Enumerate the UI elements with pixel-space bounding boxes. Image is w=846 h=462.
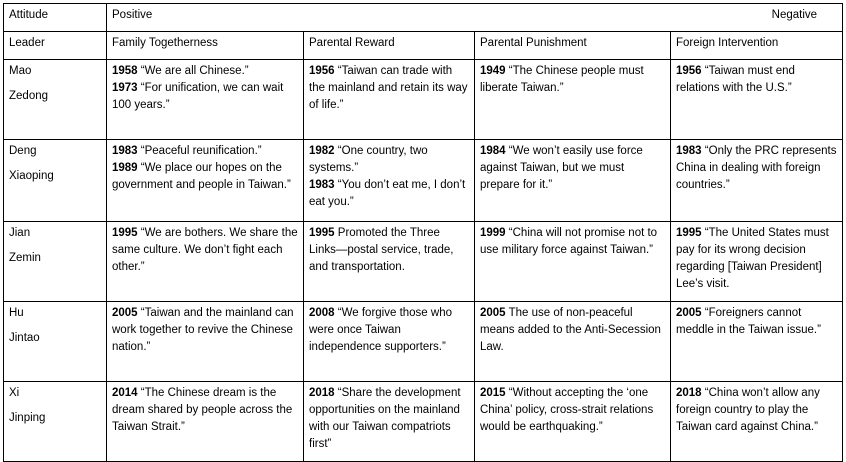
leader-header-cell — [4, 32, 107, 60]
leader-first-name: Xi — [9, 387, 20, 399]
leader-cell — [4, 60, 107, 140]
quote-text: “Taiwan and the mainland can work together to revive the Chinese nation.” — [112, 307, 294, 353]
cell-foreign-intervention — [671, 140, 843, 222]
quote-text: “Without accepting the ‘one China’ policy, cross-strait relations would be earthquaking.” — [480, 387, 654, 433]
quote-year: 2014 — [112, 387, 138, 399]
leader-last-name: Xiaoping — [9, 170, 54, 182]
cell-foreign-intervention — [671, 382, 843, 462]
quote-entry — [309, 225, 469, 276]
quote-year: 1995 — [112, 227, 138, 239]
leader-last-name: Jintao — [9, 332, 40, 344]
quote-text: “China won’t allow any foreign country to play the Taiwan card against China.” — [676, 387, 820, 433]
quote-text: “Only the PRC represents China in dealing with foreign countries.” — [676, 145, 837, 191]
quote-text: “We are bothers. We share the same culture. We don’t fight each other.” — [112, 227, 298, 273]
leader-attitude-table — [3, 3, 843, 462]
leader-first-name: Hu — [9, 307, 24, 319]
quote-text: “We place our hopes on the government and people in Taiwan.” — [112, 162, 291, 191]
attitude-label: Attitude — [9, 9, 48, 21]
quote-entry — [112, 225, 298, 276]
quote-entry — [676, 385, 837, 436]
quote-text: “One country, two systems.” — [309, 145, 428, 174]
leader-header-label: Leader — [9, 37, 45, 49]
cell-parental-reward — [304, 60, 475, 140]
table-row — [4, 222, 843, 302]
quote-entry — [480, 305, 665, 356]
leader-cell — [4, 140, 107, 222]
attitude-row — [4, 4, 843, 32]
leader-last-name: Zedong — [9, 90, 49, 102]
quote-year: 1983 — [112, 145, 138, 157]
quote-text: “China will not promise not to use military force against Taiwan.” — [480, 227, 658, 256]
cell-family-togetherness — [107, 222, 304, 302]
cell-family-togetherness — [107, 382, 304, 462]
quote-entry — [676, 143, 837, 194]
quote-entry — [309, 385, 469, 453]
table-row — [4, 382, 843, 462]
leader-cell — [4, 302, 107, 382]
cell-parental-reward — [304, 140, 475, 222]
column-header-foreign-intervention: Foreign Intervention — [671, 32, 843, 60]
leader-first-name: Deng — [9, 145, 37, 157]
cell-family-togetherness — [107, 140, 304, 222]
quote-year: 2005 — [480, 307, 506, 319]
cell-foreign-intervention — [671, 222, 843, 302]
cell-parental-punishment — [475, 302, 671, 382]
quote-year: 1989 — [112, 162, 138, 174]
leader-cell — [4, 222, 107, 302]
quote-text: Promoted the Three Links—postal service, trade, and transportation. — [309, 227, 454, 273]
cell-parental-punishment — [475, 60, 671, 140]
quote-entry — [480, 143, 665, 194]
quote-year: 2018 — [309, 387, 335, 399]
leader-first-name: Mao — [9, 65, 32, 77]
quote-year: 1949 — [480, 65, 506, 77]
quote-entry — [309, 63, 469, 114]
column-header-parental-reward: Parental Reward — [304, 32, 475, 60]
quote-year: 1982 — [309, 145, 335, 157]
table-row — [4, 302, 843, 382]
quote-year: 1983 — [676, 145, 702, 157]
quote-text: “Peaceful reunification.” — [137, 145, 262, 157]
cell-parental-reward — [304, 222, 475, 302]
leader-last-name: Jinping — [9, 412, 46, 424]
quote-year: 1983 — [309, 179, 335, 191]
quote-entry — [309, 177, 469, 211]
quote-text: “We are all Chinese.” — [137, 65, 249, 77]
quote-entry — [112, 143, 298, 160]
quote-year: 1995 — [676, 227, 702, 239]
quote-entry — [112, 160, 298, 194]
quote-text: “The Chinese people must liberate Taiwan.” — [480, 65, 644, 94]
quote-text: “We won’t easily use force against Taiwan, but we must prepare for it.” — [480, 145, 643, 191]
quote-entry — [309, 305, 469, 356]
quote-entry — [112, 80, 298, 114]
quote-text: “For unification, we can wait 100 years.” — [112, 82, 284, 111]
attitude-negative-label: Negative — [771, 9, 818, 21]
quote-entry — [480, 385, 665, 436]
quote-year: 1999 — [480, 227, 506, 239]
quote-year: 2018 — [676, 387, 702, 399]
quote-entry — [676, 305, 837, 339]
quote-year: 1958 — [112, 65, 138, 77]
quote-year: 2005 — [112, 307, 138, 319]
quote-text: “Share the development opportunities on the mainland with our Taiwan compatriots first” — [309, 387, 461, 450]
quote-text: “The United States must pay for its wrong decision regarding [Taiwan President] Lee’s visit. — [676, 227, 829, 290]
quote-text: “Taiwan can trade with the mainland and retain its way of life.” — [309, 65, 468, 111]
cell-parental-reward — [304, 382, 475, 462]
column-header-family-togetherness: Family Togetherness — [107, 32, 304, 60]
quote-year: 2005 — [676, 307, 702, 319]
quote-year: 1956 — [676, 65, 702, 77]
leader-cell — [4, 382, 107, 462]
quote-year: 2008 — [309, 307, 335, 319]
quote-year: 1995 — [309, 227, 335, 239]
attitude-label-cell — [4, 4, 107, 32]
quote-text: “Foreigners cannot meddle in the Taiwan issue.” — [676, 307, 821, 336]
quote-year: 1984 — [480, 145, 506, 157]
table-row — [4, 60, 843, 140]
quote-entry — [676, 63, 837, 97]
quote-entry — [480, 63, 665, 97]
column-header-parental-punishment: Parental Punishment — [475, 32, 671, 60]
quote-entry — [676, 225, 837, 293]
quote-text: The use of non-peaceful means added to the Anti-Secession Law. — [480, 307, 661, 353]
quote-text: “Taiwan must end relations with the U.S.” — [676, 65, 795, 94]
quote-year: 1956 — [309, 65, 335, 77]
quote-year: 2015 — [480, 387, 506, 399]
column-header-row — [4, 32, 843, 60]
cell-foreign-intervention — [671, 60, 843, 140]
quote-text: “You don’t eat me, I don’t eat you.” — [309, 179, 466, 208]
cell-parental-punishment — [475, 140, 671, 222]
cell-parental-punishment — [475, 382, 671, 462]
leader-last-name: Zemin — [9, 252, 41, 264]
table-row — [4, 140, 843, 222]
quote-entry — [112, 305, 298, 356]
quote-entry — [112, 385, 298, 436]
quote-entry — [112, 63, 298, 80]
attitude-scale-cell — [107, 4, 843, 32]
leader-first-name: Jian — [9, 227, 31, 239]
cell-foreign-intervention — [671, 302, 843, 382]
quote-year: 1973 — [112, 82, 138, 94]
cell-family-togetherness — [107, 60, 304, 140]
cell-parental-punishment — [475, 222, 671, 302]
quote-text: “We forgive those who were once Taiwan independence supporters.” — [309, 307, 452, 353]
cell-family-togetherness — [107, 302, 304, 382]
attitude-positive-label: Positive — [112, 9, 153, 21]
cell-parental-reward — [304, 302, 475, 382]
quote-entry — [309, 143, 469, 177]
quote-text: “The Chinese dream is the dream shared by people across the Taiwan Strait.” — [112, 387, 293, 433]
quote-entry — [480, 225, 665, 259]
